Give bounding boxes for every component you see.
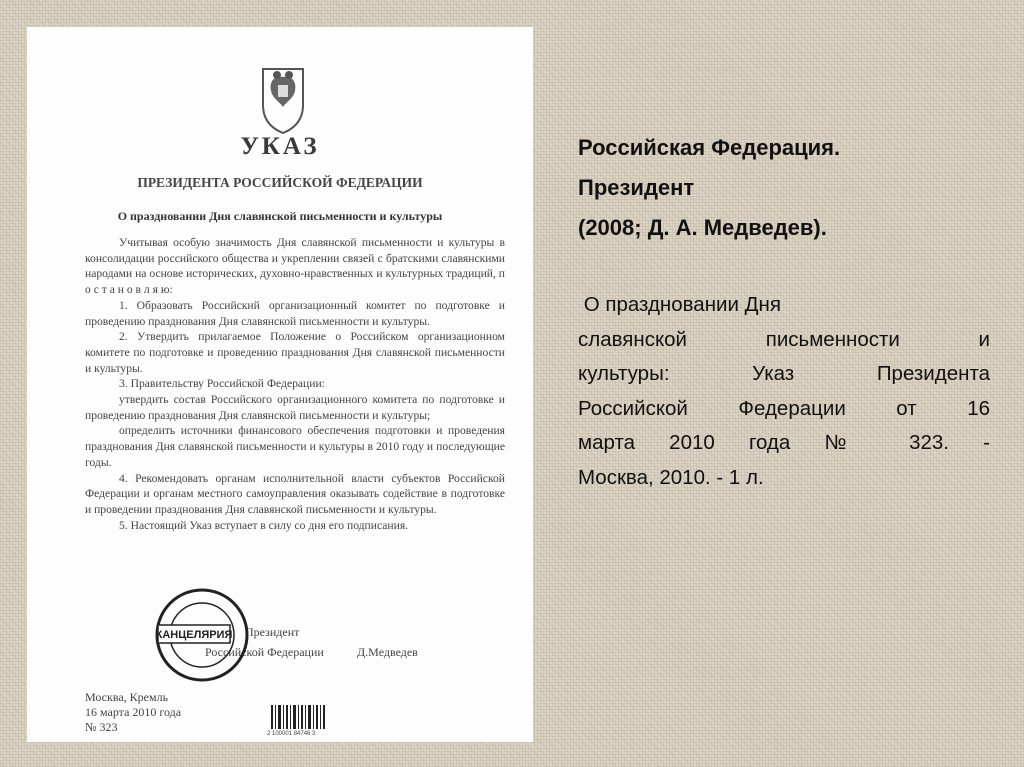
caption-body-line: О праздновании Дня [578,293,781,316]
caption-title-line: Президент [578,175,695,200]
svg-text:КАНЦЕЛЯРИЯ: КАНЦЕЛЯРИЯ [155,629,233,641]
document-title: О праздновании Дня славянской письменности и культуры [117,209,443,223]
date: 16 марта 2010 года [85,705,182,719]
coat-of-arms-icon [255,55,311,135]
caption-title-line: Российская Федерация. [578,135,841,160]
caption-body-line: культуры: Указ Президента [578,362,990,385]
paragraph: 5. Настоящий Указ вступает в силу со дня его подписания. [119,518,409,532]
caption-title-line: (2008; Д. А. Медведев). [578,215,827,240]
decree-document-image [27,27,533,742]
caption-body [578,288,990,495]
paragraph: 2. Утвердить прилагаемое Положение о Российском организационном комитете по подготовке и проведению празднования Дня славянской письменности и культуры. [85,330,505,375]
signature-title-2: Российской Федерации [205,645,324,659]
official-stamp [154,587,250,683]
barcode-number: 2 100001 84746 3 [267,731,316,737]
place: Москва, Кремль [85,690,169,704]
document-heading: УКАЗ [240,133,320,160]
paragraph: 1. Образовать Российский организационный комитет по подготовке и проведению празднования Дня славянской письменности и культуры. [85,298,505,328]
paragraph: утвердить состав Российского организационного комитета по подготовке и проведению празднования Дня славянской письменности и культуры; [85,393,505,422]
caption-body-line: Москва, 2010. - 1 л. [578,465,764,489]
paragraph: 4. Рекомендовать органам исполнительной власти субъектов Российской Федерации и органам местного самоуправления оказывать содействие в подготовке и проведении празднования Дня славянской письменности и культуры. [85,471,505,516]
paragraph: Учитывая особую значимость Дня славянской письменности и культуры в консолидации российского общества и укреплении связей с братскими славянскими народами на основе исторических, духовно-нравственных и культурных традиций, п о с т а н о в л я ю: [85,236,505,297]
caption-body-line: Российской Федерации от 16 [578,396,990,420]
caption-body-line: марта 2010 года № 323. - [578,431,990,454]
signature-name: Д.Медведев [357,645,418,659]
document-body [85,235,505,533]
decree-number: № 323 [85,720,118,734]
caption-body-line: славянской письменности и [578,327,990,351]
signature-title-1: Президент [245,625,300,639]
paragraph: 3. Правительству Российской Федерации: [119,377,325,391]
document-subheading: ПРЕЗИДЕНТА РОССИЙСКОЙ ФЕДЕРАЦИИ [137,175,423,190]
caption-title [578,128,990,248]
place-date-number [85,690,181,735]
paragraph: определить источники финансового обеспечения подготовки и проведения празднования Дня славянской письменности и культуры в 2010 году и последующие годы. [85,424,505,469]
